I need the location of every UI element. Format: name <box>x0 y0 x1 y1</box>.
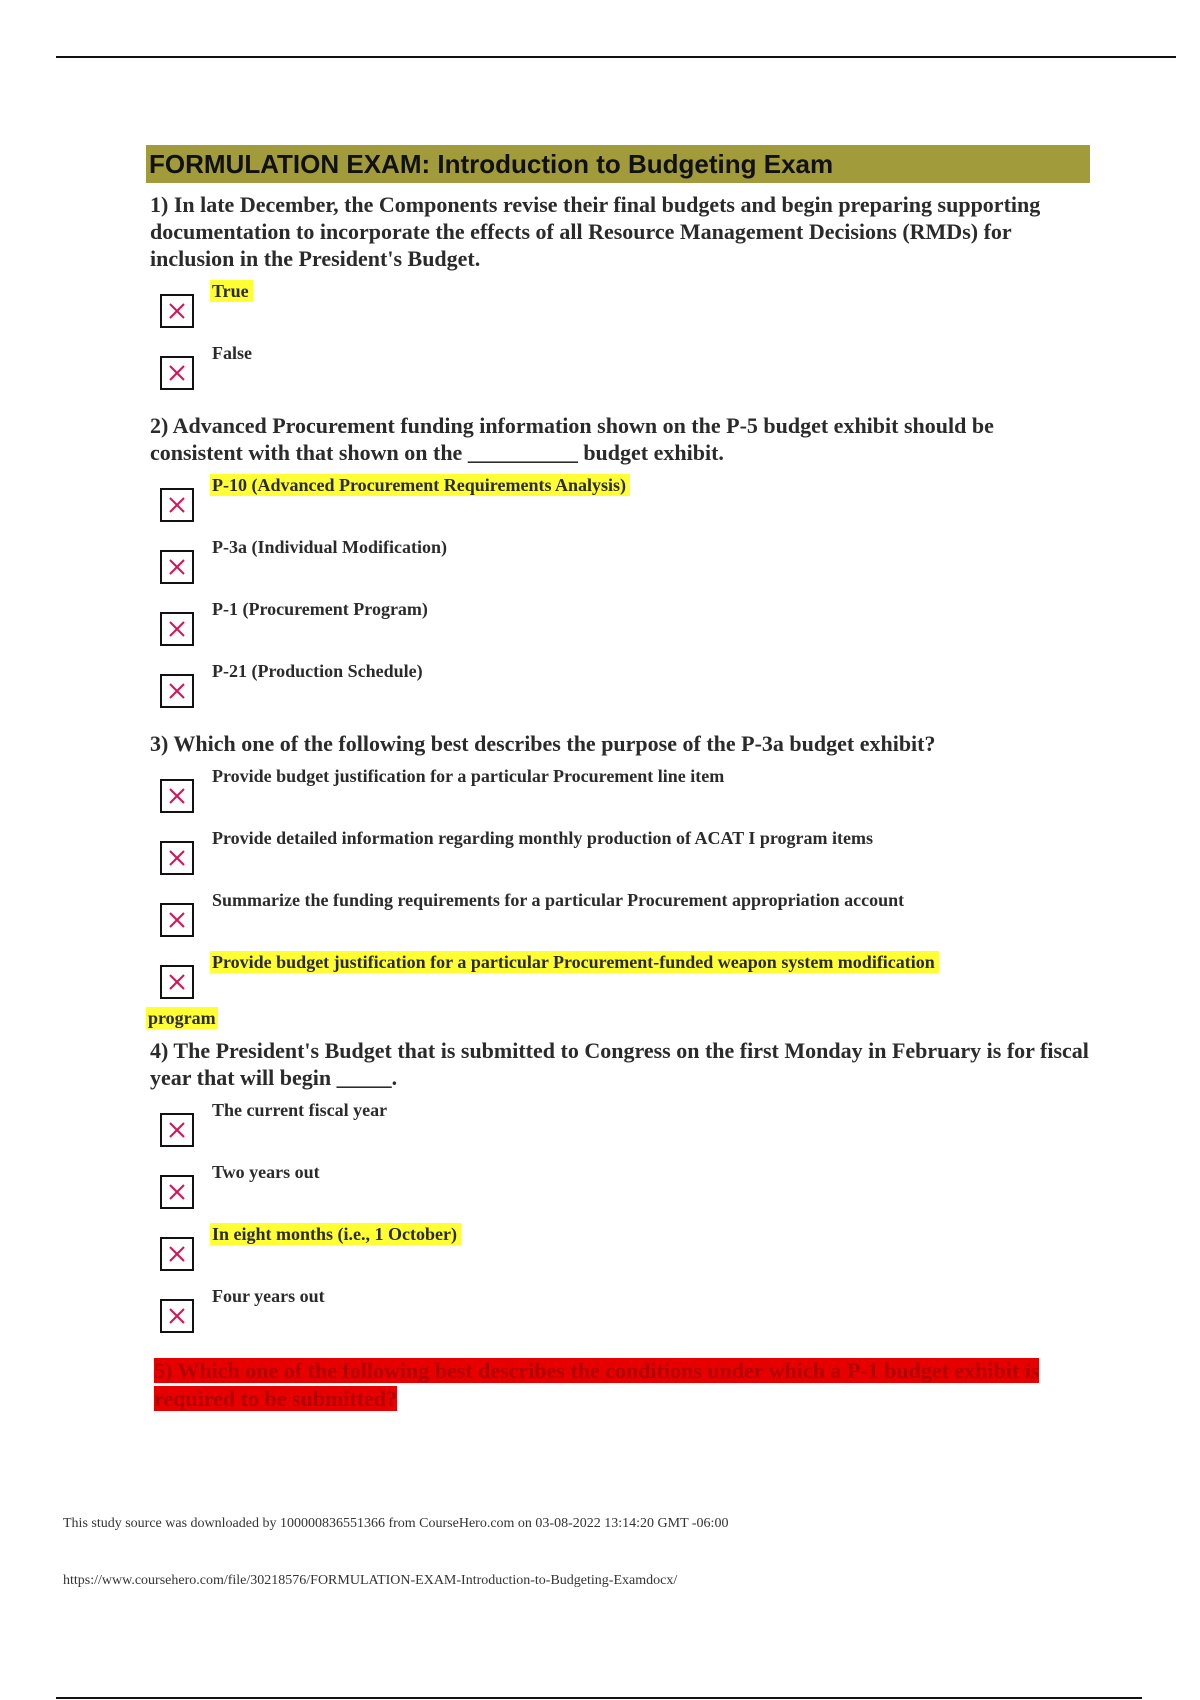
answer-option[interactable] <box>160 827 1090 889</box>
checkbox-x-icon[interactable] <box>160 1113 194 1147</box>
question-2-options <box>160 474 1090 722</box>
checkbox-x-icon[interactable] <box>160 550 194 584</box>
answer-label-correct: In eight months (i.e., 1 October) <box>210 1223 461 1245</box>
answer-option[interactable] <box>160 598 1090 660</box>
answer-label: False <box>212 343 252 363</box>
page-title: FORMULATION EXAM: Introduction to Budgeting Exam <box>146 145 1090 183</box>
answer-option[interactable] <box>160 1099 1090 1161</box>
checkbox-x-icon[interactable] <box>160 1299 194 1333</box>
download-source-line: This study source was downloaded by 100000836551366 from CourseHero.com on 03-08-2022 13:14:20 GMT -06:00 <box>63 1516 729 1531</box>
answer-label: Two years out <box>212 1162 320 1182</box>
question-5-wrapper <box>150 1357 1090 1413</box>
answer-option[interactable] <box>160 660 1090 722</box>
question-5-text: 5) Which one of the following best describes the conditions under which a P-1 budget exhibit is required to be submitted? <box>154 1358 1040 1411</box>
checkbox-x-icon[interactable] <box>160 612 194 646</box>
answer-label: Four years out <box>212 1286 325 1306</box>
exam-content <box>146 145 1090 1413</box>
question-1-options <box>160 280 1090 404</box>
answer-option[interactable] <box>160 474 1090 536</box>
checkbox-x-icon[interactable] <box>160 294 194 328</box>
answer-option[interactable] <box>160 1161 1090 1223</box>
bottom-rule <box>56 1697 1142 1699</box>
answer-label: P-21 (Production Schedule) <box>212 661 423 681</box>
answer-label-correct: True <box>210 280 253 302</box>
answer-label: The current fiscal year <box>212 1100 388 1120</box>
answer-label: P-1 (Procurement Program) <box>212 599 428 619</box>
answer-option[interactable] <box>160 280 1090 342</box>
answer-label-correct: Provide budget justification for a particular Procurement-funded weapon system modification <box>210 951 939 973</box>
checkbox-x-icon[interactable] <box>160 1175 194 1209</box>
checkbox-x-icon[interactable] <box>160 841 194 875</box>
question-1-text: 1) In late December, the Components revise their final budgets and begin preparing supporting documentation to incorporate the effects of all Resource Management Decisions (RMDs) for inclusion in the President's Budget. <box>150 192 1041 271</box>
checkbox-x-icon[interactable] <box>160 903 194 937</box>
question-3-text: 3) Which one of the following best describes the purpose of the P-3a budget exhibit? <box>150 731 936 756</box>
checkbox-x-icon[interactable] <box>160 356 194 390</box>
checkbox-x-icon[interactable] <box>160 965 194 999</box>
checkbox-x-icon[interactable] <box>160 1237 194 1271</box>
checkbox-x-icon[interactable] <box>160 779 194 813</box>
checkbox-x-icon[interactable] <box>160 674 194 708</box>
checkbox-x-icon[interactable] <box>160 488 194 522</box>
answer-option[interactable] <box>160 1285 1090 1347</box>
question-3-options <box>148 765 1090 1029</box>
answer-option[interactable] <box>160 765 1090 827</box>
answer-label-continuation: program <box>148 1008 216 1028</box>
source-url-line: https://www.coursehero.com/file/30218576/FORMULATION-EXAM-Introduction-to-Budgeting-Examdocx/ <box>63 1573 678 1588</box>
answer-label: Provide budget justification for a particular Procurement line item <box>212 766 725 786</box>
answer-option[interactable] <box>160 1223 1090 1285</box>
question-4-text: 4) The President's Budget that is submitted to Congress on the first Monday in February is for fiscal year that will begin _____. <box>150 1038 1089 1090</box>
answer-option[interactable] <box>160 536 1090 598</box>
answer-label: Summarize the funding requirements for a particular Procurement appropriation account <box>212 890 905 910</box>
answer-option[interactable] <box>148 951 1090 1029</box>
top-rule <box>56 56 1176 58</box>
answer-label: P-3a (Individual Modification) <box>212 537 448 557</box>
question-4-options <box>160 1099 1090 1347</box>
question-2-text: 2) Advanced Procurement funding information shown on the P-5 budget exhibit should be consistent with that shown on the __________ budget exhibit. <box>150 413 994 465</box>
answer-option[interactable] <box>160 889 1090 951</box>
answer-option[interactable] <box>160 342 1090 404</box>
answer-label: Provide detailed information regarding monthly production of ACAT I program items <box>212 828 874 848</box>
answer-label-correct: P-10 (Advanced Procurement Requirements Analysis) <box>210 474 630 496</box>
